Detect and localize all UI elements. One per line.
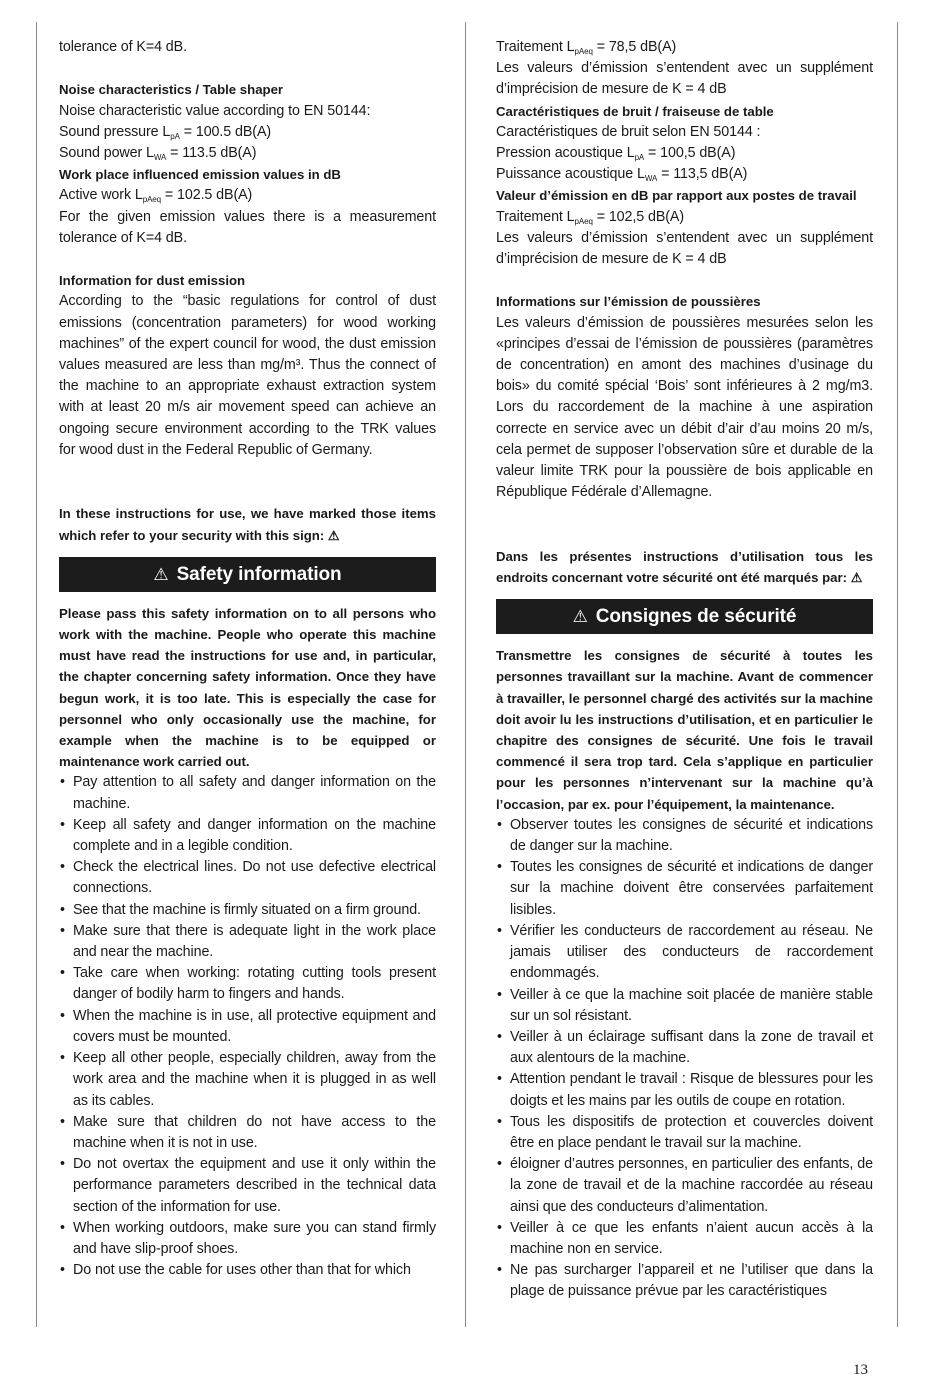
list-item: • Make sure that children do not have access to the machine when it is not in use. (59, 1112, 436, 1154)
english-column (59, 37, 436, 1281)
list-item: • Veiller à ce que les enfants n’aient aucun accès à la machine non en service. (496, 1218, 873, 1260)
marked-notice: In these instructions for use, we have marked those items which refer to your security with this sign: ⚠ (59, 506, 436, 543)
list-item: • When the machine is in use, all protective equipment and covers must be mounted. (59, 1006, 436, 1048)
safety-intro: Please pass this safety information on to all persons who work with the machine. People who operate this machine must have read the instructions for use and, in particular, the chapter concerning safety information. Once they have begun work, it is too late. This is especially the case for personnel who only occasionally use the machine, for example when the machine is to be equipped or maintenance work carried out. (59, 605, 436, 770)
safety-list (59, 772, 436, 1281)
list-item: • Pay attention to all safety and danger information on the machine. (59, 772, 436, 814)
traitement-line-1: Traitement $L_{pAeq} = 78,5$ dB(A) (496, 39, 677, 56)
list-item: • Ne pas surcharger l’appareil et ne l’utiliser que dans la plage de puissance prévue par les caractéristiques (496, 1260, 873, 1302)
noise-value-line: Noise characteristic value according to EN 50144: (59, 102, 371, 119)
sound-pressure-line: Sound pressure $L_{pA} = 100.5$ dB(A) (59, 123, 272, 141)
right-margin-rule (897, 22, 898, 1327)
sound-power-line: Sound power $L_{WA} = 113.5$ dB(A) (59, 145, 257, 162)
list-item: • Veiller à un éclairage suffisant dans la zone de travail et aux alentours de la machine. (496, 1027, 873, 1069)
dust-heading-fr: Informations sur l’émission de poussières (496, 294, 761, 310)
supplement-text-1: Les valeurs d’émission s’entendent avec un supplément d’imprécision de mesure de K = 4 dB (496, 60, 873, 98)
french-column (496, 37, 873, 1303)
noise-heading-fr: Caractéristiques de bruit / fraiseuse de table (496, 103, 774, 119)
list-item: • Check the electrical lines. Do not use defective electrical connections. (59, 857, 436, 899)
list-item: • Make sure that there is adequate light in the work place and near the machine. (59, 921, 436, 963)
dust-text-fr: Les valeurs d’émission de poussières mesurées selon les «principes d’essai de l’émission de poussières (paramètres de concentration) en amont des machines d’usinage du bois» du comité spécial ‘Bois’ sont inférieures à 2 mg/m3. Lors du raccordement de la machine à une aspiration correcte en service avec un débit d’air d’au moins 20 m/s, cela permet de supposer l’observation sûre et durable de la valeur limite TRK pour la poussière de bois applicable en République Fédérale d’Allemagne. (496, 314, 873, 501)
list-item: • Vérifier les conducteurs de raccordement au réseau. Ne jamais utiliser des conducteurs de raccordement endommagés. (496, 921, 873, 985)
list-item: • Veiller à ce que la machine soit placée de manière stable sur un sol résistant. (496, 985, 873, 1027)
safety-intro-fr: Transmettre les consignes de sécurité à toutes les personnes travaillant sur la machine. Avant de commencer à travailler, le personnel chargé des activités sur la machine doit avoir lu les instructions d’utilisation, et en particulier le chapitre des consignes de sécurité. Une fois le travail commencé il sera trop tard. Cela s’applique en particulier pour les personnes n’intervenant sur la machine qu’à l’occasion, par ex. pour l’équipement, la maintenance. (496, 648, 873, 812)
dust-heading: Information for dust emission (59, 273, 246, 289)
left-margin-rule (36, 22, 37, 1327)
tolerance-text: For the given emission values there is a measurement tolerance of K=4 dB. (59, 208, 436, 246)
page-number: 13 (853, 1362, 868, 1378)
list-item: • Observer toutes les consignes de sécurité et indications de danger sur la machine. (496, 815, 873, 857)
list-item: • Keep all other people, especially children, away from the work area and the machine when it is plugged in as well as its cables. (59, 1048, 436, 1112)
list-item: • Attention pendant le travail : Risque de blessures pour les doigts et les mains par les outils de coupe en rotation. (496, 1069, 873, 1111)
warning-triangle-icon: ⚠ (153, 564, 169, 584)
noise-heading: Noise characteristics / Table shaper (59, 82, 284, 98)
list-item: • When working outdoors, make sure you can stand firmly and have slip-proof shoes. (59, 1218, 436, 1260)
noise-value-line-fr: Caractéristiques de bruit selon EN 50144 : (496, 123, 761, 140)
column-divider-rule (465, 22, 466, 1327)
active-work-line: Active work $L_{pAeq} = 102.5$ dB(A) (59, 187, 253, 205)
traitement-line-2: Traitement $L_{pAeq} = 102,5$ dB(A) (496, 208, 685, 226)
list-item: • Tous les dispositifs de protection et couvercles doivent être en place pendant le travail sur la machine. (496, 1112, 873, 1154)
consignes-banner (496, 599, 873, 634)
workplace-heading-fr: Valeur d’émission en dB par rapport aux postes de travail (496, 188, 857, 204)
list-item: • Keep all safety and danger information on the machine complete and in a legible condition. (59, 815, 436, 857)
banner-title: Safety information (176, 563, 342, 585)
workplace-heading: Work place influenced emission values in dB (59, 167, 341, 183)
list-item: • Do not use the cable for uses other than that for which (59, 1260, 436, 1281)
list-item: • See that the machine is firmly situated on a firm ground. (59, 900, 436, 921)
dust-text: According to the “basic regulations for control of dust emissions (concentration parameters) for wood working machines” of the expert council for wood, the dust emission values measured are less than mg/m³. Thus the connect of the machine to an appropriate exhaust extraction system with at least 20 m/s air movement speed can achieve an ongoing secure environment according to the TRK values for wood dust in the Federal Republic of Germany. (59, 293, 436, 458)
list-item: • Do not overtax the equipment and use it only within the performance parameters described in the technical data section of the information for use. (59, 1154, 436, 1218)
banner-title-fr: Consignes de sécurité (595, 606, 797, 628)
list-item: • éloigner d’autres personnes, en particulier des enfants, de la zone de travail et de la machine raccordée au réseau ainsi que des conducteurs d’alimentation. (496, 1154, 873, 1218)
list-item: • Toutes les consignes de sécurité et indications de danger sur la machine doivent être conservées parfaitement lisibles. (496, 857, 873, 921)
intro-line: tolerance of K=4 dB. (59, 39, 187, 55)
pression-line: Pression acoustique $L_{pA} = 100,5$ dB(A) (496, 145, 736, 163)
puissance-line: Puissance acoustique $L_{WA} = 113,5$ dB(A) (496, 166, 748, 184)
safety-information-banner (59, 557, 436, 592)
supplement-text-2: Les valeurs d’émission s’entendent avec un supplément d’imprécision de mesure de K = 4 dB (496, 229, 873, 268)
list-item: • Take care when working: rotating cutting tools present danger of bodily harm to fingers and hands. (59, 963, 436, 1005)
marked-notice-fr: Dans les présentes instructions d’utilisation tous les endroits concernant votre sécurité ont été marqués par: ⚠ (496, 548, 873, 586)
safety-list-fr (496, 815, 873, 1303)
warning-triangle-icon: ⚠ (572, 607, 588, 627)
